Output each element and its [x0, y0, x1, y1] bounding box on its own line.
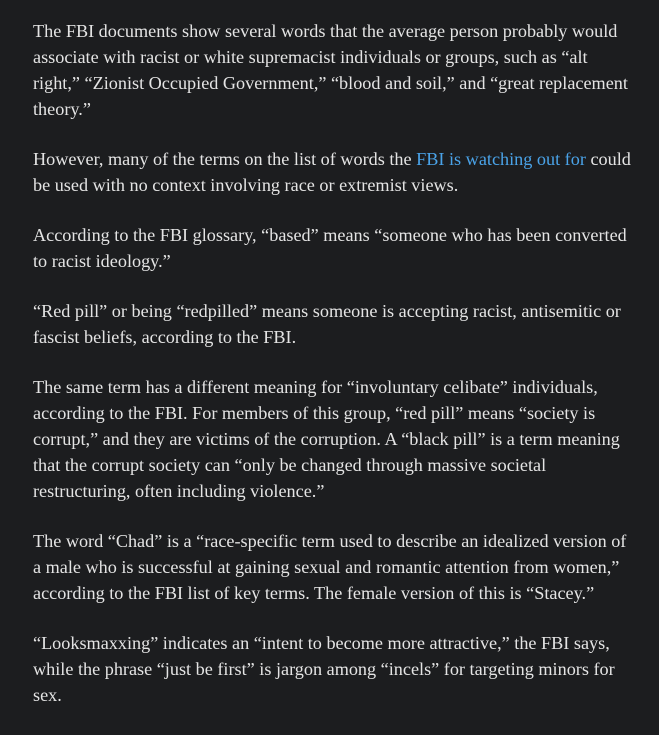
paragraph-fbi-watch-list — [33, 146, 633, 198]
paragraph-text-before-link: However, many of the terms on the list of words the — [33, 149, 417, 169]
paragraph-based-definition: According to the FBI glossary, “based” means “someone who has been converted to racist ideology.” — [33, 225, 627, 271]
article-body — [33, 18, 633, 732]
fbi-watching-link[interactable]: FBI is watching out for — [416, 149, 586, 169]
paragraph-looksmaxxing: “Looksmaxxing” indicates an “intent to become more attractive,” the FBI says, while the phrase “just be first” is jargon among “incels” for targeting minors for sex. — [33, 633, 615, 705]
paragraph-red-pill-definition: “Red pill” or being “redpilled” means someone is accepting racist, antisemitic or fascist beliefs, according to the FBI. — [33, 301, 621, 347]
paragraph-chad-definition: The word “Chad” is a “race-specific term used to describe an idealized version of a male who is successful at gaining sexual and romantic attention from women,” according to the FBI list of key terms. The female version of this is “Stacey.” — [33, 531, 627, 603]
paragraph-text-after-link: could be used with no context involving race or extremist views. — [33, 149, 631, 195]
paragraph-incel-meaning: The same term has a different meaning for “involuntary celibate” individuals, according to the FBI. For members of this group, “red pill” means “society is corrupt,” and they are victims of the corruption. A “black pill” is a term meaning that the corrupt society can “only be changed through massive societal restructuring, often including violence.” — [33, 377, 620, 501]
paragraph-extremist-terms: The FBI documents show several words that the average person probably would associate with racist or white supremacist individuals or groups, such as “alt right,” “Zionist Occupied Government,” “blood and soil,” and “great replacement theory.” — [33, 21, 628, 119]
